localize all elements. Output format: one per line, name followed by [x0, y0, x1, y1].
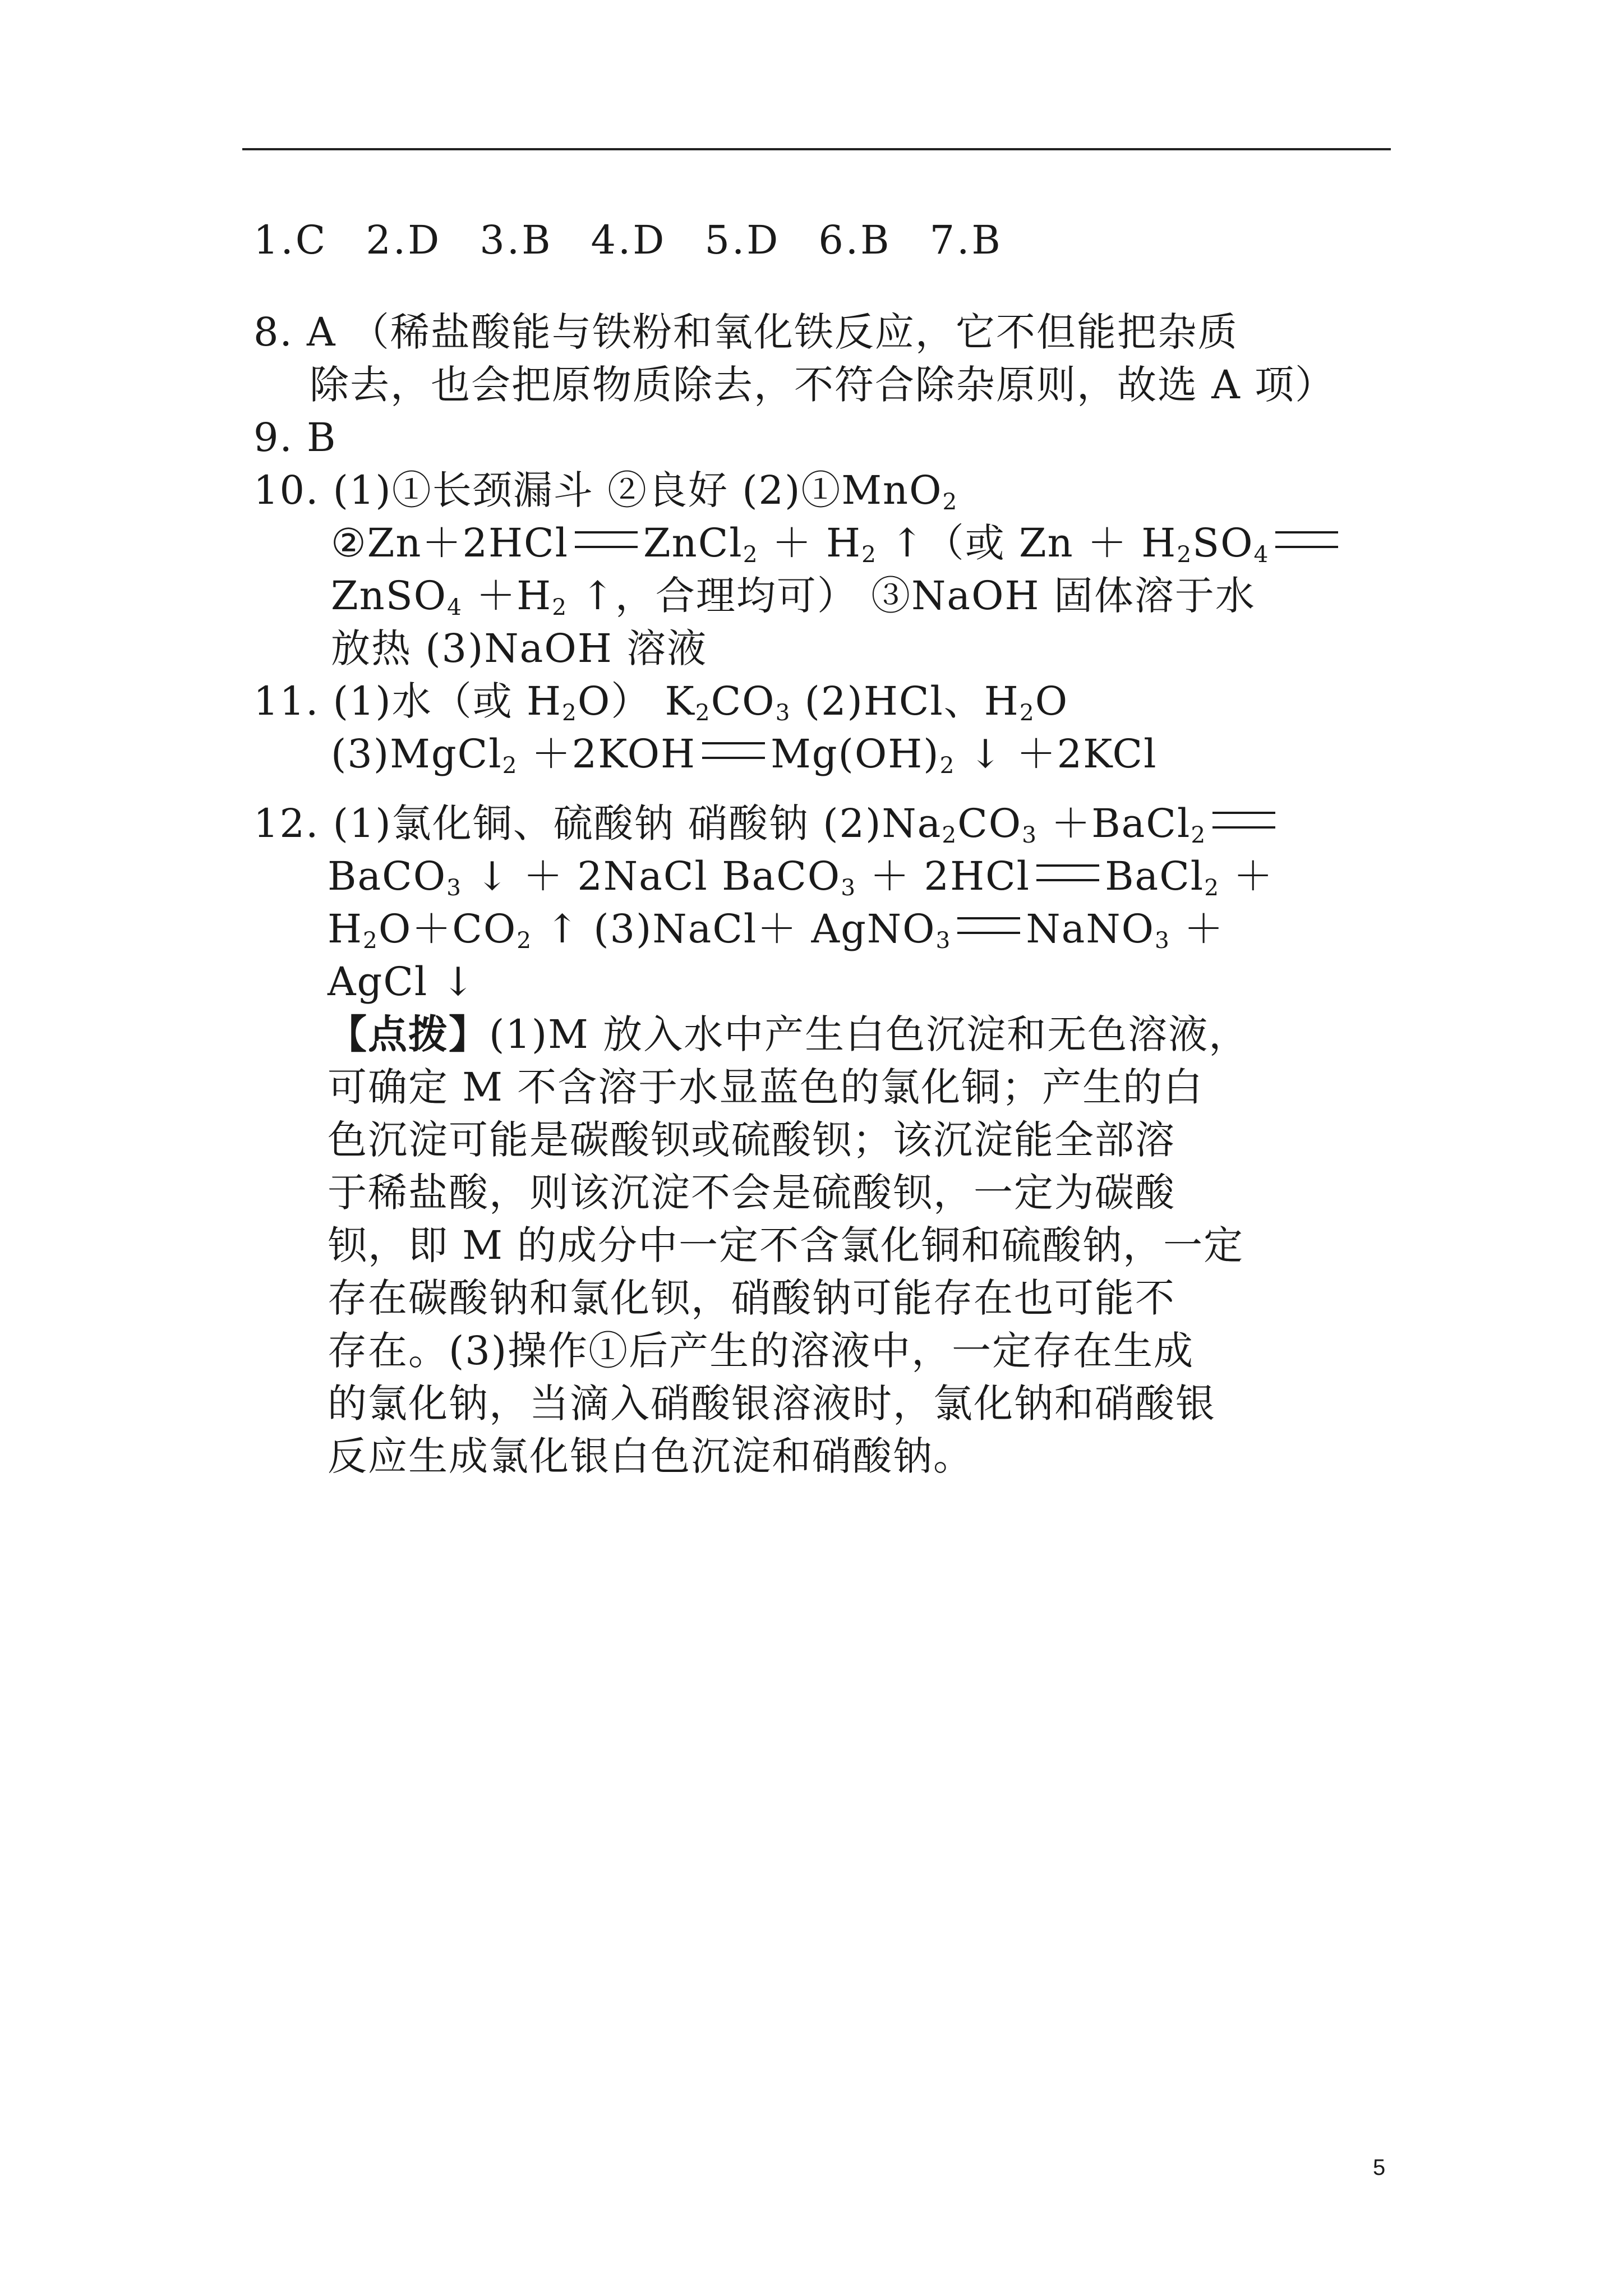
equals-sign	[957, 917, 1020, 933]
equals-sign	[1036, 864, 1099, 881]
q11-line-1: 11. (1)水（或 $H_2O$） $K_2CO_3$ (2)HCl、$H_2O$	[253, 678, 1069, 726]
q10-line-3: ZnSO$_4$ $+H_2$ ↑，合理均可） ③NaOH 固体溶于水	[331, 573, 1256, 621]
q12-tip-line-2: 可确定 M 不含溶于水显蓝色的氯化铜；产生的白	[328, 1064, 1204, 1110]
equals-sign	[1212, 812, 1275, 828]
equals-sign	[1275, 531, 1338, 547]
answers-row-1-7	[253, 214, 1041, 266]
q12-line-2: BaCO$_3$ ↓ ＋ 2NaCl BaCO$_3$ ＋ 2HCl BaCl$_2$ ＋	[328, 853, 1274, 901]
q12-tip-line-9: 反应生成氯化银白色沉淀和硝酸钠。	[328, 1433, 974, 1479]
answer-4: 4.D	[591, 217, 667, 263]
q10-line-2: ②Zn＋2HCl ZnCl$_2$ ＋ $H_2$ ↑（或 $Zn + H_2SO_4$	[331, 517, 1344, 569]
q12-tip-line-8: 的氯化钠，当滴入硝酸银溶液时，氯化钠和硝酸银	[328, 1381, 1216, 1427]
answer-7: 7.B	[929, 217, 1003, 263]
q9-answer: 9. B	[253, 415, 337, 461]
q8-line-1: 8. A （稀盐酸能与铁粉和氧化铁反应，它不但能把杂质	[253, 309, 1238, 355]
answer-5: 5.D	[704, 217, 781, 263]
answer-2: 2.D	[366, 217, 442, 263]
q12-tip-line-3: 色沉淀可能是碳酸钡或硫酸钡；该沉淀能全部溶	[328, 1117, 1175, 1163]
q12-tip-line-5: 钡，即 M 的成分中一定不含氯化铜和硫酸钠，一定	[328, 1222, 1244, 1268]
q10-line-4: 放热 (3)NaOH 溶液	[331, 625, 708, 671]
q8-line-2: 除去，也会把原物质除去，不符合除杂原则，故选 A 项）	[310, 362, 1336, 408]
q12-line-3: $H_2O+CO_2$ ↑ (3)NaCl＋ AgNO$_3$ NaNO$_3$ ＋	[328, 906, 1225, 954]
equals-sign	[702, 742, 765, 758]
equals-sign	[575, 531, 638, 547]
q12-tip-line-6: 存在碳酸钠和氯化钡，硝酸钠可能存在也可能不	[328, 1275, 1175, 1321]
header-rule	[242, 148, 1391, 150]
page-number: 5	[1373, 2155, 1386, 2180]
q12-line-1: 12. (1)氯化铜、硫酸钠 硝酸钠 $(2)Na_2CO_3$ ＋BaCl$_2$	[253, 798, 1281, 849]
q12-line-4: AgCl ↓	[328, 959, 476, 1005]
q12-tip-line-4: 于稀盐酸，则该沉淀不会是硫酸钡，一定为碳酸	[328, 1170, 1175, 1216]
answer-3: 3.B	[479, 217, 553, 263]
q10-line-1: 10. (1)①长颈漏斗 ②良好 (2)①MnO$_2$	[253, 467, 958, 516]
q11-line-2: (3)MgCl$_2$ ＋2KOH $Mg(OH)_2$ ↓ ＋2KCl	[331, 731, 1158, 779]
q12-tip-line-1: 【点拨】(1)M 放入水中产生白色沉淀和无色溶液，	[328, 1011, 1249, 1057]
tip-label: 【点拨】	[328, 1011, 489, 1057]
answer-6: 6.B	[818, 217, 892, 263]
answer-1: 1.C	[253, 217, 328, 263]
q12-tip-line-7: 存在。(3)操作①后产生的溶液中，一定存在生成	[328, 1328, 1195, 1374]
